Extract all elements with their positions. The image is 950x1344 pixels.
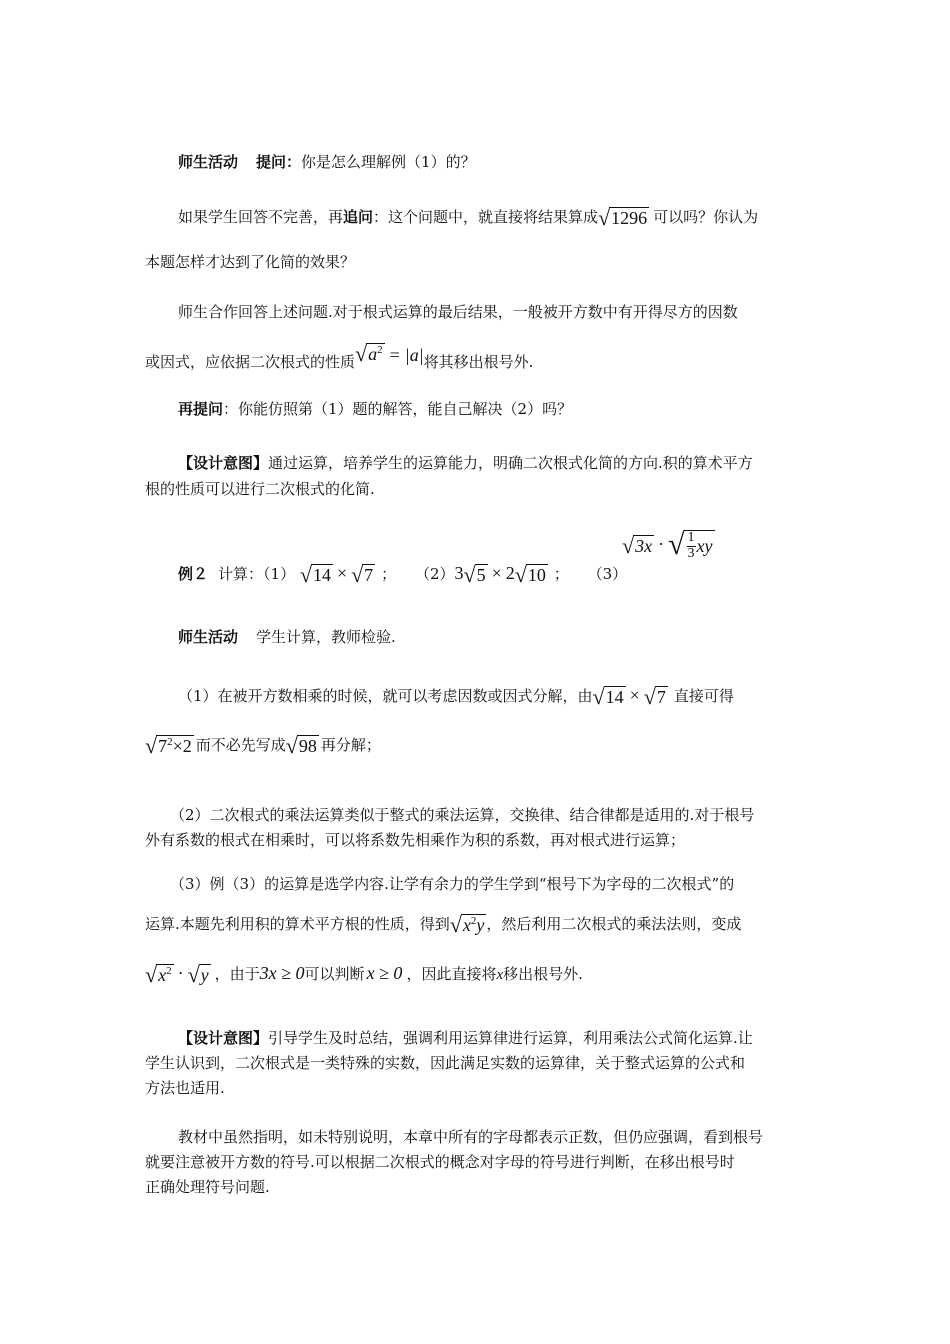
- sqrt-a-squared: √ $a^2$: [355, 341, 383, 366]
- paragraph-explain-2-line2: [145, 829, 685, 851]
- condition-3x-ge-0: 3x ≥ 0: [259, 963, 305, 983]
- expr-sqrt-x2y: √ $x^2y$: [449, 912, 485, 937]
- label-calc: 计算：: [218, 565, 264, 583]
- cooperation-pre2: 或因式，应依据二次根式的性质: [145, 353, 356, 371]
- followup-pre: 如果学生回答不完善，再: [178, 208, 344, 226]
- followup-post: 可以吗？你认为: [653, 208, 759, 226]
- textbook-note-line2: 就要注意被开方数的符号.可以根据二次根式的概念对字母的符号进行判断，在移出根号时: [145, 1153, 735, 1171]
- paragraph-design-intent-1-line1: [178, 452, 753, 474]
- sqrt-1296: √ 1296: [598, 205, 648, 230]
- cooperation-post2: 将其移出根号外.: [423, 353, 534, 371]
- expr-sqrt98: √ 98: [285, 733, 317, 758]
- paragraph-explain-3-line1: [170, 873, 734, 895]
- paragraph-cooperation-line2: [145, 343, 533, 373]
- explain-1-pre: （1）在被开方数相乘的时候，就可以考虑因数或因式分解，由: [178, 687, 593, 705]
- paragraph-textbook-note-line2: [145, 1151, 735, 1173]
- explain-3-l3c: ，因此直接将: [406, 965, 497, 983]
- label-teacher-activity-2: 师生活动: [178, 628, 239, 646]
- paragraph-explain-3-line3: √ $x^2$ · √ y ，由于3x ≥ 0可以判断 x ≥ 0 ，因此直接将x移出根号外.: [145, 962, 583, 987]
- paragraph-design-intent-2-line3: [145, 1077, 225, 1099]
- condition-x-ge-0: x ≥ 0: [366, 963, 403, 983]
- explain-2-line2: 外有系数的根式在相乘时，可以将系数先相乘作为积的系数，再对根式进行运算；: [145, 831, 686, 849]
- paragraph-explain-1-line2: [145, 734, 381, 757]
- explain-3-line1: （3）例（3）的运算是选学内容.让学有余力的学生学到“根号下为字母的二次根式”的: [170, 875, 735, 893]
- design-intent-2-line2: 学生认识到，二次根式是一类特殊的实数，因此满足实数的运算律，关于整式运算的公式和: [145, 1054, 746, 1072]
- item-2-number: （2）: [414, 565, 455, 583]
- label-teacher-activity: 师生活动: [178, 153, 239, 171]
- expr-sqrt14-times-sqrt7: √ 14: [299, 562, 331, 587]
- textbook-note-line1: 教材中虽然指明，如未特别说明，本章中所有的字母都表示正数，但仍应强调，看到根号: [178, 1128, 764, 1146]
- paragraph-explain-3-line2: [145, 913, 741, 936]
- followup-mid: ：这个问题中，就直接将结果算成: [373, 208, 599, 226]
- example-2-row: 例２ 计算：（1） √ 14 × √ 7 ； （2）3 √ 5 × 2 √ 10 ； （3）: [178, 562, 628, 587]
- var-x: x: [496, 967, 504, 983]
- cooperation-line1: 师生合作回答上述问题.对于根式运算的最后结果，一般被开方数中有开得尽方的因数: [178, 303, 738, 321]
- expr-sqrt14-times-sqrt7-inline: √ 14: [592, 684, 624, 709]
- explain-1-end: 再分解；: [320, 736, 381, 754]
- paragraph-explain-2-line1: [170, 804, 754, 826]
- expr-3sqrt5-times-2sqrt10: 3: [454, 563, 464, 583]
- explain-1-mid: 而不必先写成: [195, 736, 286, 754]
- textbook-note-line3: 正确处理符号问题.: [145, 1178, 270, 1196]
- teacher-activity-2-text: 学生计算，教师检验.: [256, 628, 396, 646]
- formula-equals: =: [389, 345, 400, 365]
- explain-2-line1: （2）二次根式的乘法运算类似于整式的乘法运算，交换律、结合律都是适用的.对于根号: [170, 806, 755, 824]
- explain-3-l3a: ，由于: [214, 965, 260, 983]
- expr-sqrt3x-dot-sqrt-third-xy: √ 3x · √ $\frac{1}{3}$ xy: [622, 528, 713, 561]
- expr-sqrt-x2-dot-sqrt-y: √ $x^2$: [145, 962, 172, 987]
- paragraph-textbook-note-line3: [145, 1176, 270, 1198]
- label-followup: 追问: [343, 208, 374, 226]
- design-intent-1-line2: 根的性质可以进行二次根式的化简.: [145, 480, 375, 498]
- paragraph-textbook-note-line1: [178, 1126, 763, 1148]
- design-intent-2-line3: 方法也适用.: [145, 1079, 225, 1097]
- design-intent-2-line1: 引导学生及时总结，强调利用运算律进行运算，利用乘法公式简化运算.让: [268, 1029, 753, 1047]
- design-intent-1-line1: 通过运算，培养学生的运算能力，明确二次根式化简的方向.积的算术平方: [268, 454, 753, 472]
- paragraph-teacher-activity-2: [178, 626, 396, 648]
- label-design-intent-2: 【设计意图】: [178, 1029, 269, 1047]
- explain-3-l3d: 移出根号外.: [503, 965, 583, 983]
- expr-sqrt-7sq-times-2: √ $7^2\times 2$: [145, 733, 192, 758]
- explain-3-pre2: 运算.本题先利用积的算术平方根的性质，得到: [145, 915, 450, 933]
- label-question: 提问：: [256, 153, 302, 171]
- paragraph-cooperation-line1: [178, 301, 738, 323]
- formula-abs-a: |a|: [404, 345, 424, 365]
- explain-3-l3b: 可以判断: [304, 965, 365, 983]
- re-question-text: ：你能仿照第（1）题的解答，能自己解决（2）吗？: [223, 400, 573, 418]
- label-design-intent: 【设计意图】: [178, 454, 269, 472]
- paragraph-design-intent-1-line2: [145, 478, 375, 500]
- explain-1-post: 直接可得: [673, 687, 734, 705]
- item-3-number: （3）: [587, 565, 628, 583]
- paragraph-followup-line1: [178, 206, 758, 229]
- question-text: 你是怎么理解例（1）的？: [301, 153, 476, 171]
- explain-3-post2: ，然后利用二次根式的乘法法则，变成: [486, 915, 742, 933]
- label-re-question: 再提问: [178, 400, 224, 418]
- paragraph-followup-line2: [145, 251, 355, 273]
- paragraph-re-question: [178, 398, 572, 420]
- paragraph-design-intent-2-line1: [178, 1027, 753, 1049]
- paragraph-design-intent-2-line2: [145, 1052, 745, 1074]
- label-example-2: 例２: [178, 565, 209, 583]
- paragraph-explain-1-line1: （1）在被开方数相乘的时候，就可以考虑因数或因式分解，由 √ 14 × √ 7 直接可得: [178, 684, 734, 709]
- followup-line2: 本题怎样才达到了化简的效果？: [145, 253, 356, 271]
- paragraph-teacher-activity-1: [178, 151, 476, 173]
- item-1-number: （1）: [263, 565, 296, 583]
